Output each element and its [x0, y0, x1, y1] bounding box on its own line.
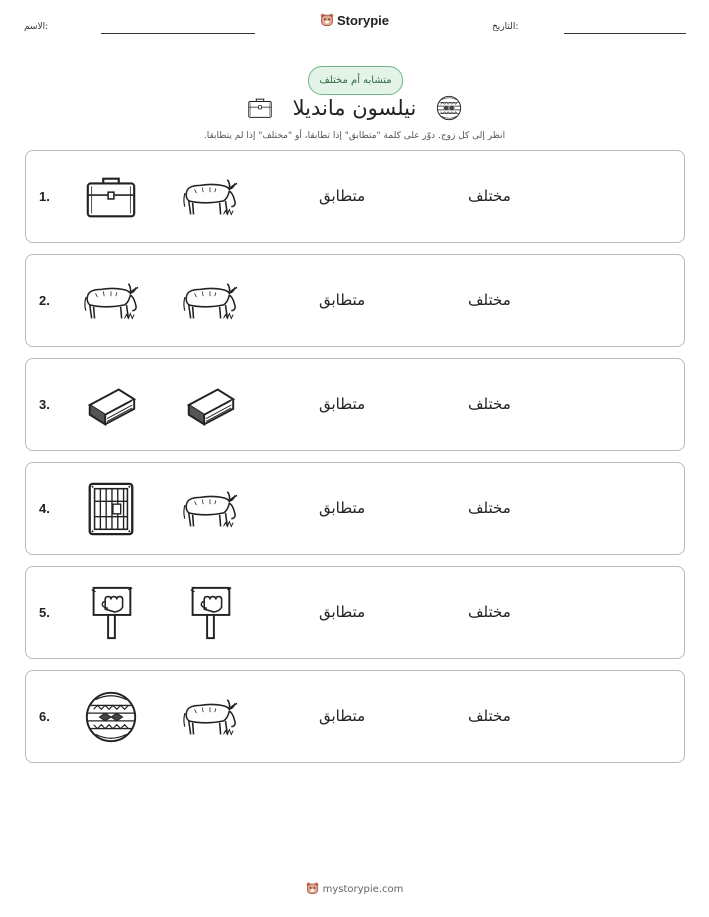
storypie-bear-icon: [320, 13, 334, 27]
brand-name: Storypie: [336, 13, 389, 28]
brand-logo: [0, 13, 709, 28]
cow-icon: [181, 688, 239, 746]
different-option[interactable]: مختلف: [468, 291, 511, 309]
cow-icon: [82, 272, 140, 330]
instructions: انظر إلى كل زوج. دوّر على كلمة "متطابق" إذا تطابقا، أو "مختلف" إذا لم يتطابقا.: [203, 131, 506, 141]
name-label: الاسم:: [24, 22, 49, 32]
footer: [0, 882, 709, 895]
footer-url[interactable]: mystorypie.com: [322, 884, 404, 895]
prison-door-icon: [82, 480, 140, 538]
book-icon: [181, 376, 239, 434]
same-option[interactable]: متطابق: [319, 707, 366, 725]
same-option[interactable]: متطابق: [319, 603, 366, 621]
storypie-bear-icon: [306, 882, 319, 895]
title-row: [0, 94, 709, 124]
different-option[interactable]: مختلف: [468, 603, 511, 621]
same-option[interactable]: متطابق: [319, 499, 366, 517]
row-number: 5.: [39, 605, 50, 620]
book-icon: [82, 376, 140, 434]
briefcase-icon: [82, 168, 140, 226]
same-option[interactable]: متطابق: [319, 291, 366, 309]
row-number: 6.: [39, 709, 50, 724]
row-number: 3.: [39, 397, 50, 412]
cow-icon: [181, 168, 239, 226]
briefcase-icon: [246, 94, 274, 122]
exercise-row-1: [25, 150, 685, 243]
exercise-row-4: [25, 462, 685, 555]
fist-sign-icon: [181, 584, 239, 642]
date-line[interactable]: [564, 33, 686, 34]
exercise-row-3: [25, 358, 685, 451]
fist-sign-icon: [82, 584, 140, 642]
different-option[interactable]: مختلف: [468, 499, 511, 517]
row-number: 4.: [39, 501, 50, 516]
date-label: التاريخ:: [492, 22, 519, 32]
page-title: نيلسون مانديلا: [292, 96, 417, 120]
different-option[interactable]: مختلف: [468, 395, 511, 413]
same-option[interactable]: متطابق: [319, 187, 366, 205]
row-number: 1.: [39, 189, 50, 204]
cow-icon: [181, 272, 239, 330]
cow-icon: [181, 480, 239, 538]
different-option[interactable]: مختلف: [468, 187, 511, 205]
worksheet-type-badge: متشابه أم مختلف: [308, 66, 403, 95]
african-pattern-circle-icon: [435, 94, 463, 122]
exercise-row-6: [25, 670, 685, 763]
exercise-row-2: [25, 254, 685, 347]
african-pattern-circle-icon: [82, 688, 140, 746]
different-option[interactable]: مختلف: [468, 707, 511, 725]
exercise-row-5: [25, 566, 685, 659]
same-option[interactable]: متطابق: [319, 395, 366, 413]
name-line[interactable]: [101, 33, 255, 34]
row-number: 2.: [39, 293, 50, 308]
